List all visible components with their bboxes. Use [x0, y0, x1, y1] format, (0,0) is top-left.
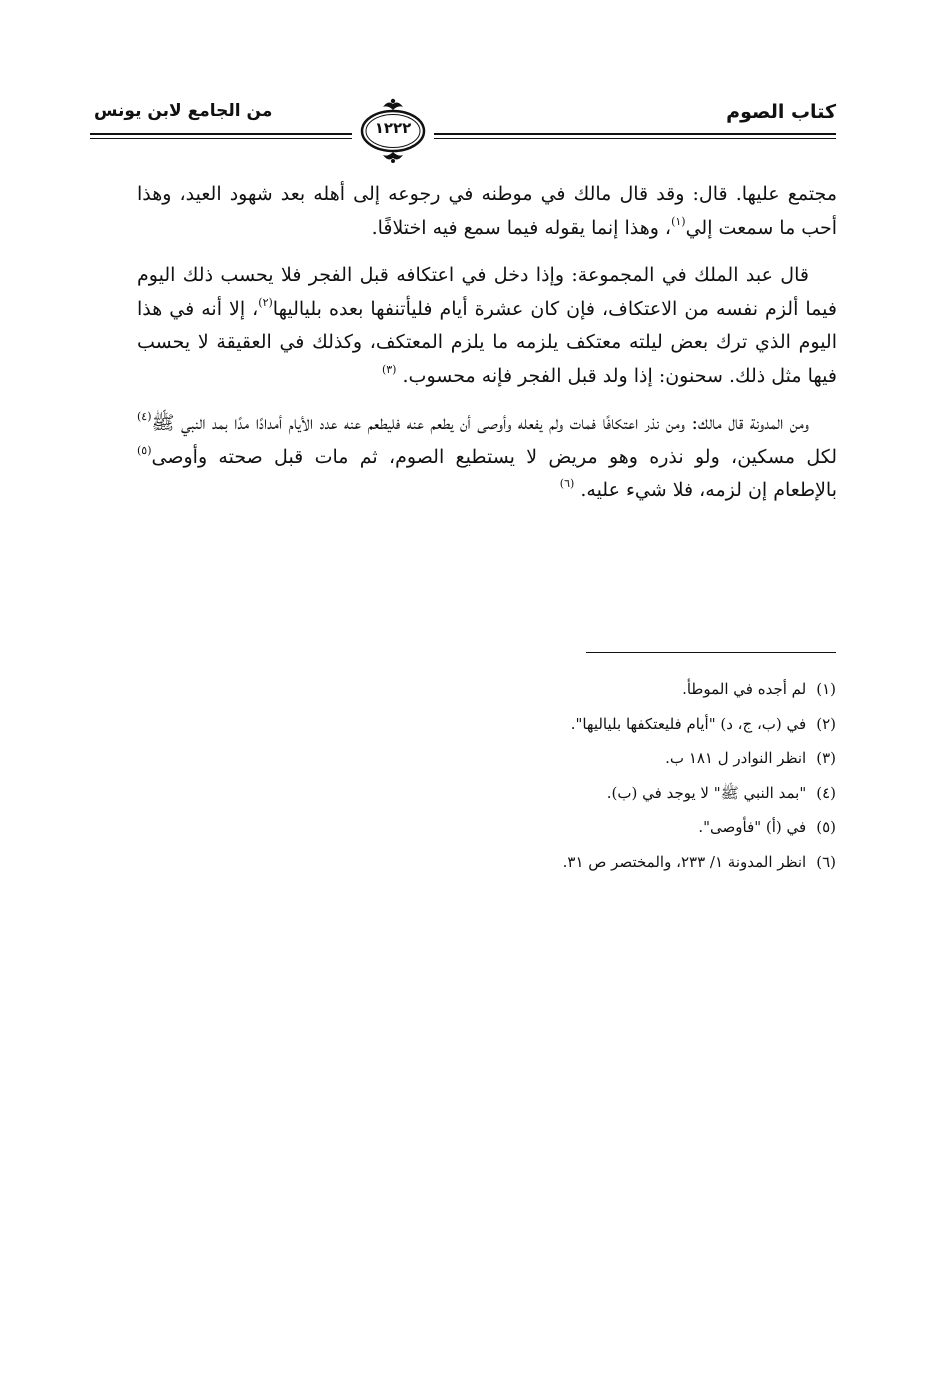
- paragraph-3: [137, 407, 837, 508]
- footnote-number: (٥): [816, 818, 836, 836]
- footnote-text: انظر النوادر ل ١٨١ ب.: [665, 749, 807, 767]
- footnote-ref-4: (٤): [137, 410, 152, 423]
- running-header: [90, 95, 836, 165]
- main-text: [137, 178, 837, 522]
- paragraph-1-text-a: مجتمع عليها. قال: وقد قال مالك في موطنه في رجوعه إلى أهله بعد شهود العيد، وهذا أحب ما سمعت إلي: [137, 183, 837, 239]
- footnote-ref-2: (٢): [258, 295, 273, 309]
- footnote-2: [300, 707, 836, 742]
- paragraph-2-text-b: ، إلا أنه في هذا اليوم الذي ترك بعض ليلته معتكف يلزمه ما يلزم المعتكف، وكذلك في العقيقة لا يحسب فيها مثل ذلك. سحنون: إذا ولد قبل الفجر فإنه محسوب.: [137, 297, 837, 387]
- footnote-ref-3: (٣): [381, 362, 397, 376]
- paragraph-3-text-b: لكل مسكين، ولو نذره وهو مريض لا يستطيع الصوم، ثم مات قبل صحته وأوصى: [151, 445, 837, 468]
- paragraph-1: [137, 178, 837, 245]
- footnotes-list: [300, 672, 836, 879]
- paragraph-3-text-a: ومن المدونة قال مالك: ومن نذر اعتكافًا فمات ولم يفعله وأوصى أن يطعم عنه فليطعم عنه عدد الأيام أمدادًا مدًا بمد النبي ﷺ: [151, 412, 809, 434]
- footnote-number: (٤): [816, 783, 836, 802]
- footnote-3: [300, 741, 836, 776]
- footnote-number: (٢): [816, 714, 836, 733]
- footnote-text: "بمد النبي ﷺ" لا يوجد في (ب).: [606, 783, 807, 802]
- paragraph-1-text-b: ، وهذا إنما يقوله فيما سمع فيه اختلافًا.: [371, 216, 672, 239]
- footnote-text: لم أجده في الموطأ.: [682, 680, 807, 698]
- footnote-6: [300, 845, 836, 880]
- footnote-text: انظر المدونة ١/ ٢٣٣، والمختصر ص ٣١.: [562, 852, 807, 871]
- footnote-5: [300, 810, 836, 845]
- footnote-number: (٣): [816, 749, 836, 767]
- footnote-4: [300, 776, 836, 811]
- footnote-ref-6: (٦): [559, 477, 575, 490]
- footnote-number: (٦): [816, 852, 836, 871]
- page-number: ١٢٢٢: [374, 119, 412, 137]
- paragraph-2-text-a: قال عبد الملك في المجموعة: وإذا دخل في اعتكافه قبل الفجر فلا يحسب ذلك اليوم فيما ألزم نفسه من الاعتكاف، فإن كان عشرة أيام فليأتنفها بعده بلياليها: [137, 264, 837, 320]
- source-title: من الجامع لابن يونس: [94, 101, 273, 121]
- footnote-1: [300, 672, 836, 707]
- header-rule-left-bottom: [90, 138, 352, 139]
- paragraph-3-text-c: بالإطعام إن لزمه، فلا شيء عليه.: [580, 479, 837, 501]
- footnote-ref-5: (٥): [137, 443, 152, 457]
- paragraph-2: [137, 259, 837, 393]
- book-title: كتاب الصوم: [726, 101, 836, 123]
- header-rule-right-bottom: [434, 138, 836, 139]
- footnote-separator: [586, 652, 836, 653]
- footnote-text: في (أ) "فأوصى".: [698, 818, 807, 836]
- page-number-ornament: [358, 95, 428, 165]
- footnote-number: (١): [816, 680, 836, 698]
- header-rule-right-top: [434, 133, 836, 135]
- footnote-text: في (ب، ج، د) "أيام فليعتكفها بلياليها".: [570, 714, 807, 733]
- footnote-ref-1: (١): [671, 214, 686, 228]
- header-rule-left-top: [90, 133, 352, 135]
